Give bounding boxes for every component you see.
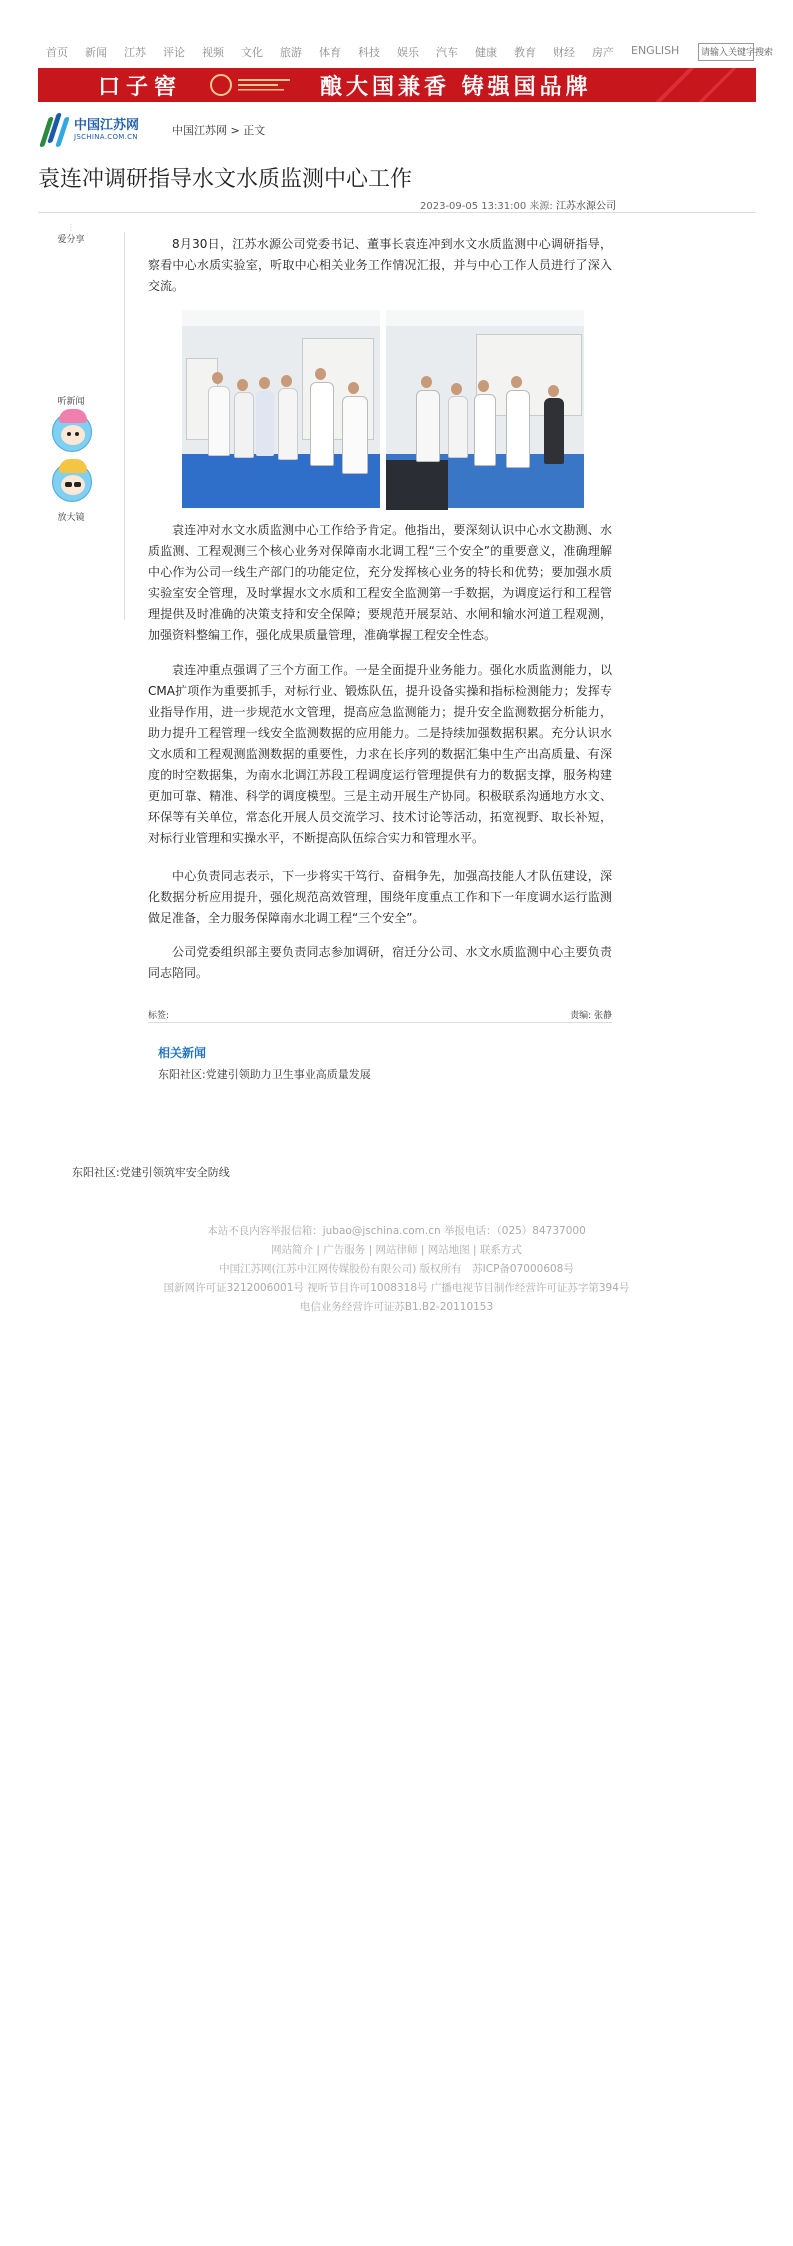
search-input[interactable]: 请输入关键字搜索 [698, 43, 754, 61]
nav-item-sports[interactable]: 体育 [319, 46, 341, 59]
article-source[interactable]: 江苏水源公司 [555, 201, 616, 212]
tag-row [148, 1008, 612, 1021]
editor-info [570, 1008, 612, 1021]
banner-seal-icon [210, 74, 232, 96]
share-icon: ⋮ [67, 223, 75, 232]
paragraph-text: 袁连冲重点强调了三个方面工作。一是全面提升业务能力。强化水质监测能力，以CMA扩项作为重要抓手，对标行业、锻炼队伍，提升设备实操和指标检测能力；发挥专业指导作用，进一步规范水文管理，提高应急监测能力；提升安全监测数据分析能力，助力提升工程管理一线安全监测数据的应用能力。二是持续加强数据积累。充分认识水文水质和工程观测监测数据的重要性，力求在长序列的数据汇集中生产出高质量、有深度的时空数据集，为南水北调江苏段工程调度运行管理提供有力的数据支撑，服务构建更加可靠、精准、科学的调度模型。三是主动开展生产协同。积极联系沟通地方水文、环保等有关单位，常态化开展人员交流学习、技术讨论等活动，拓宽视野、取长补短，对标行业管理和实操水平，不断提高队伍综合实力和管理水平。 [148, 663, 612, 845]
editor-label: 责编: [570, 1011, 592, 1021]
divider [38, 212, 756, 213]
zoom-mascot-icon[interactable] [52, 462, 92, 502]
logo-mark-icon [40, 113, 70, 147]
banner-small-text-graphic [238, 76, 292, 95]
article-meta [420, 197, 616, 212]
banner-ad[interactable] [38, 68, 756, 102]
sidebar-divider [124, 232, 125, 620]
nav-item-culture[interactable]: 文化 [241, 46, 263, 59]
footer-telecom-license: 电信业务经营许可证苏B1.B2-20110153 [299, 1301, 494, 1313]
article-photo-2 [386, 310, 584, 508]
article-paragraph [148, 520, 612, 646]
article-photo-1 [182, 310, 380, 508]
article-paragraph [148, 660, 612, 849]
nav-item-english[interactable]: ENGLISH [631, 44, 680, 57]
more-news-link[interactable]: 东阳社区:党建引领筑牢安全防线 [72, 1166, 230, 1179]
nav-item-finance[interactable]: 财经 [553, 46, 575, 59]
share-button[interactable] [56, 224, 86, 245]
listen-mascot-icon[interactable] [52, 412, 92, 452]
share-label: 爱分享 [57, 235, 85, 245]
article-title: 袁连冲调研指导水文水质监测中心工作 [38, 167, 413, 192]
nav-item-jiangsu[interactable]: 江苏 [124, 46, 146, 59]
banner-decoration [646, 68, 756, 102]
footer-copyright: 中国江苏网(江苏中江网传媒股份有限公司) 版权所有 苏ICP备07000608号 [219, 1263, 574, 1275]
paragraph-text: 袁连冲对水文水质监测中心工作给予肯定。他指出，要深刻认识中心水文勘测、水质监测、工程观测三个核心业务对保障南水北调工程“三个安全”的重要意义，准确理解中心作为公司一线生产部门的功能定位，充分发挥核心业务的特长和优势；要加强水质实验室安全管理，及时掌握水文水质和工程安全监测第一手数据，为调度运行和工程管理提供及时准确的决策支持和安全保障；要规范开展泵站、水闸和输水河道工程观测，加强资料整编工作，强化成果质量管理，准确掌握工程安全性态。 [148, 523, 612, 642]
banner-slogan: 酿大国兼香 铸强国品牌 [320, 73, 592, 100]
related-news-title: 相关新闻 [158, 1046, 207, 1060]
nav-item-health[interactable]: 健康 [475, 46, 497, 59]
site-logo[interactable] [40, 112, 150, 148]
paragraph-text: 中心负责同志表示，下一步将实干笃行、奋楫争先，加强高技能人才队伍建设，深化数据分析应用提升，强化规范高效管理，围绕年度重点工作和下一年度调水运行监测做足准备，全力服务保障南水北调工程“三个安全”。 [148, 869, 612, 925]
listen-label: 听新闻 [57, 397, 85, 407]
nav-item-realestate[interactable]: 房产 [592, 46, 614, 59]
nav-item-video[interactable]: 视频 [202, 46, 224, 59]
article-paragraph [148, 942, 612, 984]
nav-item-comment[interactable]: 评论 [163, 46, 185, 59]
logo-name-cn: 中国江苏网 [74, 118, 140, 133]
paragraph-text: 8月30日，江苏水源公司党委书记、董事长袁连冲到水文水质监测中心调研指导，察看中心水质实验室，听取中心相关业务工作情况汇报，并与中心工作人员进行了深入交流。 [148, 237, 612, 293]
nav-item-news[interactable]: 新闻 [85, 46, 107, 59]
footer-report-line: 本站不良内容举报信箱：jubao@jschina.com.cn 举报电话：（025）84737000 [207, 1225, 586, 1237]
paragraph-text: 公司党委组织部主要负责同志参加调研，宿迁分公司、水文水质监测中心主要负责同志陪同。 [148, 945, 612, 980]
divider [148, 1022, 612, 1023]
footer-links[interactable]: 网站简介 | 广告服务 | 网站律师 | 网站地图 | 联系方式 [271, 1244, 522, 1256]
source-label: 来源: [529, 201, 553, 212]
nav-item-education[interactable]: 教育 [514, 46, 536, 59]
logo-name-en: JSCHINA.COM.CN [74, 133, 138, 141]
top-nav [46, 44, 696, 62]
nav-item-travel[interactable]: 旅游 [280, 46, 302, 59]
banner-brand: 口子窖 [98, 73, 183, 100]
editor-name: 张静 [593, 1011, 612, 1021]
nav-item-home[interactable]: 首页 [46, 46, 68, 59]
nav-item-tech[interactable]: 科技 [358, 46, 380, 59]
related-news-link[interactable]: 东阳社区:党建引领助力卫生事业高质量发展 [158, 1068, 371, 1081]
article-date: 2023-09-05 13:31:00 [420, 201, 527, 212]
breadcrumb[interactable]: 中国江苏网 > 正文 [172, 124, 266, 137]
nav-item-auto[interactable]: 汽车 [436, 46, 458, 59]
article-paragraph [148, 866, 612, 929]
zoom-label: 放大镜 [57, 513, 85, 523]
footer-license: 国新网许可证3212006001号 视听节目许可1008318号 广播电视节目制作经营许可证苏字第394号 [163, 1282, 630, 1294]
nav-item-entertainment[interactable]: 娱乐 [397, 46, 419, 59]
tags-label: 标签: [148, 1011, 170, 1021]
article-paragraph [148, 234, 612, 297]
